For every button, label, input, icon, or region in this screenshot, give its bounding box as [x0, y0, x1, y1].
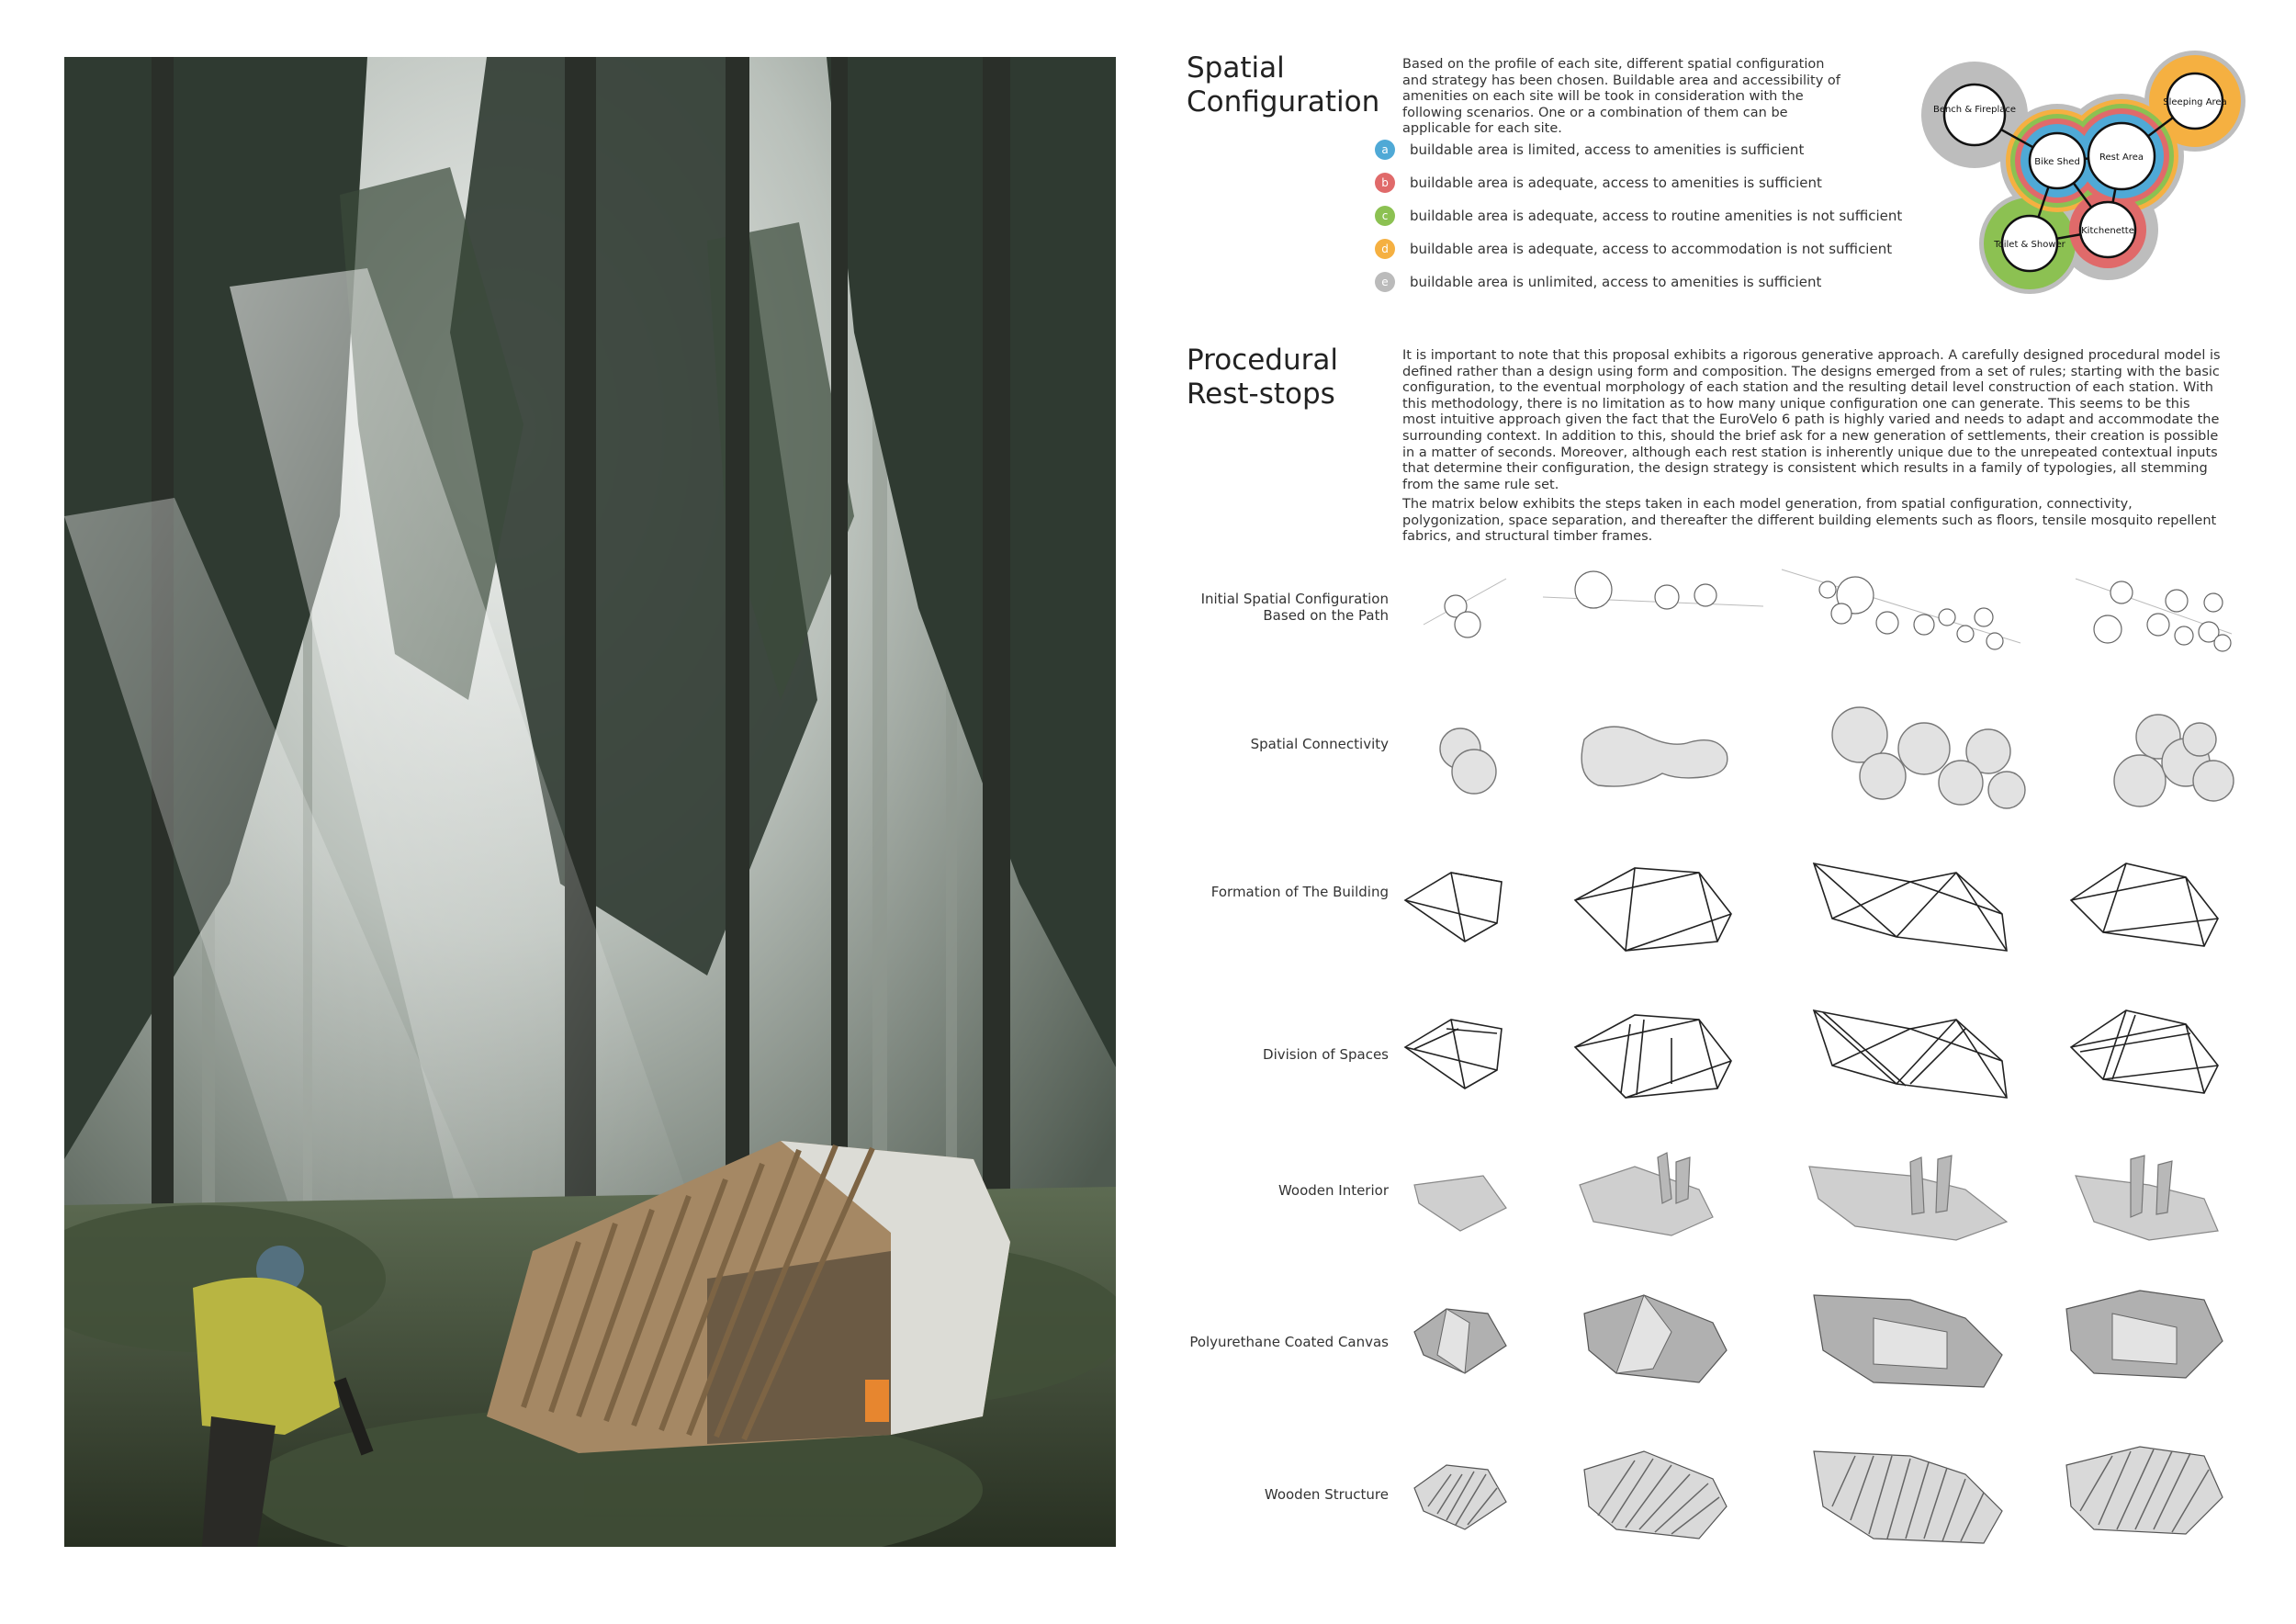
procedural-title: [1187, 344, 1338, 412]
scenario-c-badge: c: [1375, 206, 1395, 226]
scenario-e: [1375, 265, 1902, 299]
scenario-d: [1375, 232, 1902, 265]
spatial-title-line1: Spatial: [1187, 51, 1285, 85]
matrix-row-label-canvas: Polyurethane Coated Canvas: [1189, 1334, 1389, 1350]
procedural-title-line2: Rest-stops: [1187, 378, 1335, 411]
matrix-row-spatial-connectivity: [1396, 698, 2241, 818]
scenario-b: [1375, 166, 1902, 199]
scenario-c-text: buildable area is adequate, access to routine amenities is not sufficient: [1410, 208, 1903, 224]
scenario-e-badge: e: [1375, 272, 1395, 292]
spatial-title-line2: Configuration: [1187, 85, 1380, 118]
bubble-kitchen-label: Kitchenette: [2081, 226, 2134, 236]
matrix-row-label-structure: Wooden Structure: [1264, 1486, 1389, 1503]
bubble-bench-label: Bench & Fireplace: [1932, 105, 2017, 115]
scenario-e-text: buildable area is unlimited, access to amenities is sufficient: [1410, 274, 1822, 290]
matrix-row-label-connectivity: Spatial Connectivity: [1250, 736, 1389, 752]
matrix-row-label-division: Division of Spaces: [1263, 1046, 1389, 1063]
bubble-rest-label: Rest Area: [2099, 152, 2144, 163]
matrix-row-formation: [1396, 845, 2241, 983]
forest-render-photo: [64, 57, 1116, 1547]
matrix-row-initial-configuration: [1396, 551, 2241, 652]
scenario-c: [1375, 199, 1902, 232]
row-label-line2: Based on the Path: [1263, 607, 1389, 624]
row-label-line1: Initial Spatial Configuration: [1200, 591, 1389, 607]
spatial-description: Based on the profile of each site, different spatial configuration and strategy has been chosen. Buildable area and accessibility of amenities on each site will be took in consideration with the following scenarios. One or a combination of them can be applicable for each site.: [1402, 57, 1840, 137]
scenario-d-badge: d: [1375, 239, 1395, 259]
matrix-row-division: [1396, 992, 2241, 1130]
matrix-row-label-interior: Wooden Interior: [1277, 1182, 1389, 1199]
spatial-bubble-diagram: [1919, 51, 2250, 299]
scenario-b-badge: b: [1375, 173, 1395, 193]
matrix-row-label-formation: Formation of The Building: [1210, 884, 1389, 900]
scenario-a: [1375, 133, 1902, 166]
scenario-legend: [1375, 133, 1902, 299]
bubble-toilet-label: Toilet & Shower: [1994, 240, 2065, 250]
procedural-paragraph-1: It is important to note that this proposal exhibits a rigorous generative approach. A carefully designed procedural model is defined rather than a design using form and composition. The designs emerged from a set of rules; starting with the basic configuration, to the eventual morphology of each station and the resulting detail level construction of each station. With this methodology, there is no limitation as to how many unique configuration one can generate. This seems to be this most intuitive approach given the fact that the EuroVelo 6 path is highly varied and needs to adapt and accommodate the surrounding context. In addition to this, should the brief ask for a new generation of settlements, their creation is possible in a matter of seconds. Moreover, although each rest station is inherently unique due to the unrepeated contextual inputs that determine their configuration, the design strategy is consistent which results in a family of typologies, all stemming from the same rule set.: [1402, 348, 2221, 492]
bubble-bench-fireplace: [1944, 85, 2005, 145]
scenario-d-text: buildable area is adequate, access to accommodation is not sufficient: [1410, 241, 1893, 257]
scenario-b-text: buildable area is adequate, access to amenities is sufficient: [1410, 175, 1822, 191]
matrix-row-wooden-structure: [1396, 1433, 2241, 1552]
matrix-row-wooden-interior: [1396, 1148, 2241, 1249]
scenario-a-text: buildable area is limited, access to amenities is sufficient: [1410, 141, 1805, 158]
scenario-a-badge: a: [1375, 140, 1395, 160]
bubble-sleeping-label: Sleeping Area: [2163, 97, 2227, 107]
matrix-row-label-initial: [1113, 591, 1389, 624]
bubble-bike-label: Bike Shed: [2034, 157, 2080, 167]
matrix-row-canvas: [1396, 1277, 2241, 1396]
procedural-paragraph-2: The matrix below exhibits the steps taken in each model generation, from spatial configuration, connectivity, polygonization, space separation, and thereafter the different building elements such as floors, tensile mosquito repellent fabrics, and structural timber frames.: [1402, 497, 2217, 545]
spatial-configuration-title: [1187, 51, 1379, 119]
procedural-title-line1: Procedural: [1187, 344, 1338, 377]
